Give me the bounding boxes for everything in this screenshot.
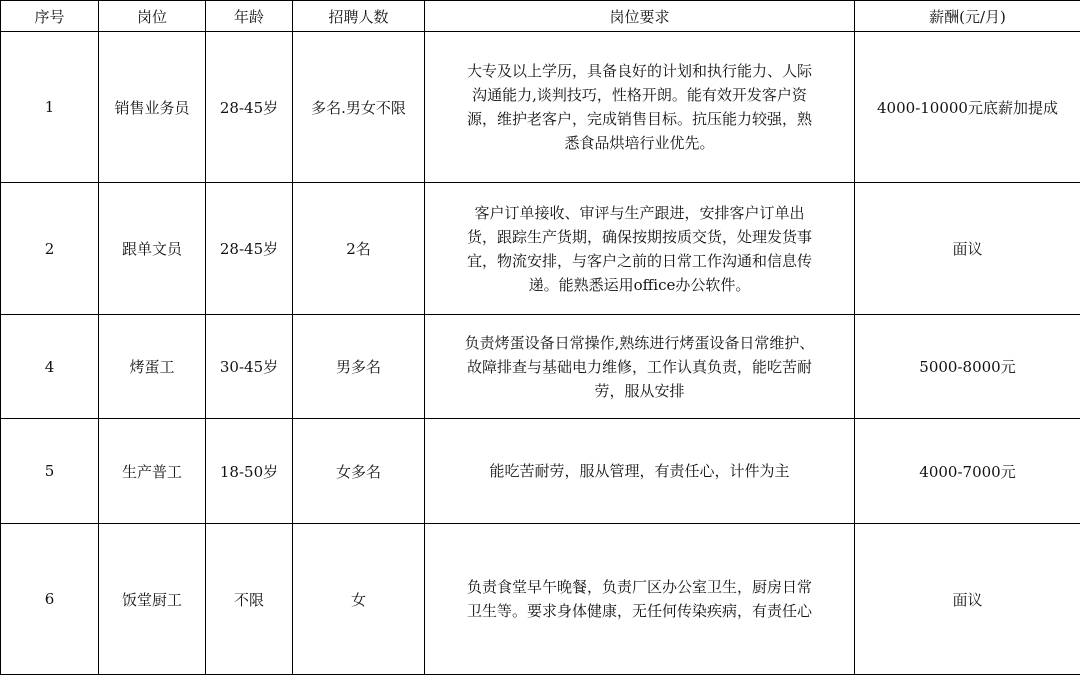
requirement-line: 客户订单接收、审评与生产跟进，安排客户订单出 bbox=[429, 201, 850, 225]
header-requirements: 岗位要求 bbox=[425, 1, 855, 32]
cell-position: 生产普工 bbox=[99, 419, 206, 524]
table-row bbox=[1, 32, 1080, 183]
cell-count: 2名 bbox=[293, 183, 425, 315]
cell-position: 烤蛋工 bbox=[99, 315, 206, 419]
cell-salary: 面议 bbox=[855, 183, 1080, 315]
cell-requirements bbox=[425, 32, 855, 183]
requirement-line: 能吃苦耐劳，服从管理，有责任心，计件为主 bbox=[429, 459, 850, 483]
cell-salary: 4000-10000元底薪加提成 bbox=[855, 32, 1080, 183]
table-row bbox=[1, 315, 1080, 419]
cell-requirements bbox=[425, 183, 855, 315]
table-header-row bbox=[1, 1, 1080, 32]
cell-count: 女多名 bbox=[293, 419, 425, 524]
cell-age: 18-50岁 bbox=[206, 419, 293, 524]
table-row bbox=[1, 183, 1080, 315]
cell-requirements bbox=[425, 524, 855, 675]
cell-age: 28-45岁 bbox=[206, 183, 293, 315]
header-no: 序号 bbox=[1, 1, 99, 32]
cell-requirements bbox=[425, 419, 855, 524]
requirement-line: 悉食品烘培行业优先。 bbox=[429, 131, 850, 155]
cell-no: 1 bbox=[1, 32, 99, 183]
cell-count: 女 bbox=[293, 524, 425, 675]
requirement-line: 源，维护老客户，完成销售目标。抗压能力较强，熟 bbox=[429, 107, 850, 131]
requirement-line: 递。能熟悉运用office办公软件。 bbox=[429, 273, 850, 297]
requirement-line: 负责烤蛋设备日常操作,熟练进行烤蛋设备日常维护、 bbox=[429, 331, 850, 355]
cell-count: 多名.男女不限 bbox=[293, 32, 425, 183]
cell-salary: 面议 bbox=[855, 524, 1080, 675]
requirement-line: 劳，服从安排 bbox=[429, 379, 850, 403]
requirement-line: 卫生等。要求身体健康，无任何传染疾病，有责任心 bbox=[429, 599, 850, 623]
requirement-line: 故障排查与基础电力维修，工作认真负责，能吃苦耐 bbox=[429, 355, 850, 379]
cell-count: 男多名 bbox=[293, 315, 425, 419]
header-salary: 薪酬(元/月) bbox=[855, 1, 1080, 32]
requirement-line: 大专及以上学历，具备良好的计划和执行能力、人际 bbox=[429, 59, 850, 83]
table-row bbox=[1, 524, 1080, 675]
cell-age: 30-45岁 bbox=[206, 315, 293, 419]
cell-position: 销售业务员 bbox=[99, 32, 206, 183]
cell-no: 2 bbox=[1, 183, 99, 315]
header-position: 岗位 bbox=[99, 1, 206, 32]
cell-salary: 4000-7000元 bbox=[855, 419, 1080, 524]
cell-salary: 5000-8000元 bbox=[855, 315, 1080, 419]
table-row bbox=[1, 419, 1080, 524]
cell-age: 不限 bbox=[206, 524, 293, 675]
requirement-line: 货，跟踪生产货期，确保按期按质交货，处理发货事 bbox=[429, 225, 850, 249]
requirement-line: 负责食堂早午晚餐，负责厂区办公室卫生，厨房日常 bbox=[429, 575, 850, 599]
cell-age: 28-45岁 bbox=[206, 32, 293, 183]
cell-position: 跟单文员 bbox=[99, 183, 206, 315]
requirement-line: 宜，物流安排，与客户之前的日常工作沟通和信息传 bbox=[429, 249, 850, 273]
cell-requirements bbox=[425, 315, 855, 419]
requirement-line: 沟通能力,谈判技巧，性格开朗。能有效开发客户资 bbox=[429, 83, 850, 107]
cell-position: 饭堂厨工 bbox=[99, 524, 206, 675]
cell-no: 5 bbox=[1, 419, 99, 524]
cell-no: 4 bbox=[1, 315, 99, 419]
header-age: 年龄 bbox=[206, 1, 293, 32]
header-count: 招聘人数 bbox=[293, 1, 425, 32]
cell-no: 6 bbox=[1, 524, 99, 675]
